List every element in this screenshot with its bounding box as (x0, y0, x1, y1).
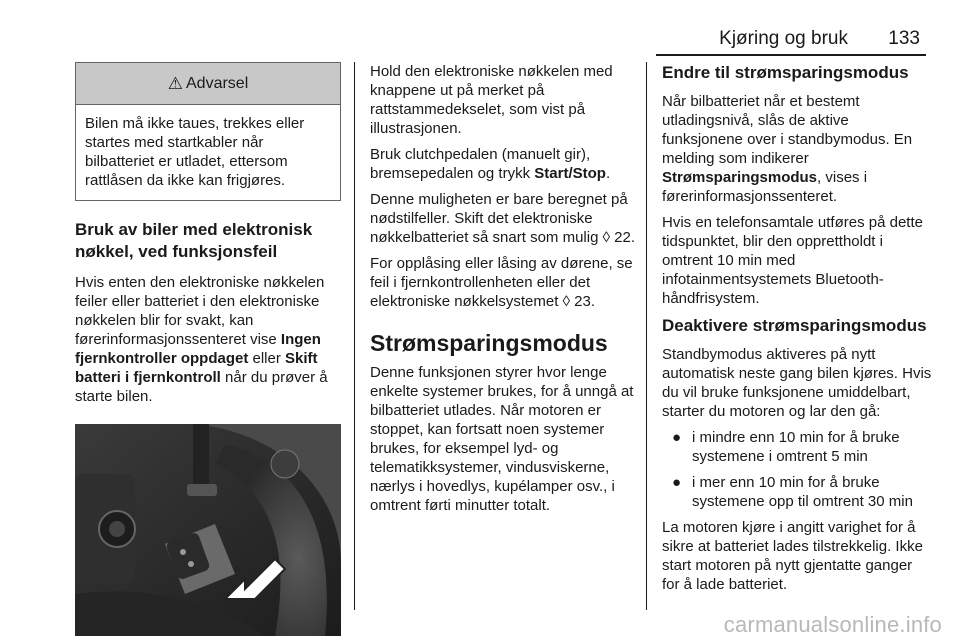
button-name-start-stop: Start/Stop (534, 165, 606, 182)
paragraph: For opplåsing eller låsing av dørene, se feil i fjernkontrollenheten eller det elektroniske nøkkelsystemet ◊ 23. (370, 255, 633, 310)
paragraph: Standbymodus aktiveres på nytt automatisk neste gang bilen kjøres. Hvis du vil bruke funksjonene umiddelbart, starter du motoren og lar den gå: (662, 346, 932, 420)
warning-text: Bilen må ikke taues, trekkes eller startes med startkabler når bilbatteriet er utladet, ettersom rattlåsen da ikke kan frigjøres. (85, 115, 305, 189)
text-run: Bruk clutchpedalen (manuelt gir), bremsepedalen og trykk (370, 146, 591, 182)
text-run: . (605, 165, 611, 182)
text-run: eller (248, 350, 286, 367)
warning-box (75, 62, 341, 201)
bullet-icon: ● (672, 429, 682, 446)
warning-header (76, 63, 340, 105)
paragraph: La motoren kjøre i angitt varighet for å sikre at batteriet lades tilstrekkelig. Ikke start motoren på nytt gjentatte ganger for å lade batteriet. (662, 519, 923, 593)
column-divider (646, 62, 647, 610)
subheading-deactivate-power-saving: Deaktivere strømsparingsmodus (662, 316, 927, 335)
paragraph (662, 92, 932, 206)
list-item (662, 428, 932, 466)
message-text: Skift batteri i fjernkontroll (75, 350, 318, 386)
section-heading-power-saving: Strømsparingsmodus (370, 330, 608, 356)
message-text: Strømsparingsmodus (662, 169, 818, 186)
illustration-steering-column (75, 424, 341, 636)
column-left (75, 62, 341, 636)
section-heading-electronic-key: Bruk av biler med elektronisk nøkkel, ved funksjonsfeil (75, 220, 313, 261)
paragraph: Denne muligheten er bare beregnet på nødstilfeller. Skift det elektroniske nøkkelbatteriet så snart som mulig ◊ 22. (370, 191, 636, 246)
text-run: Hvis enten den elektroniske nøkkelen feiler eller batteriet i den elektroniske nøkkelen blir for svakt, kan førerinformasjonssenteret vise (75, 274, 325, 348)
message-text: Ingen fjernkontroller oppdaget (75, 331, 321, 367)
text-run: Når bilbatteriet når et bestemt utladingsnivå, slås de aktive funksjonene over i standbymodus. En melding som indikerer (662, 93, 913, 167)
list-item (662, 473, 932, 511)
bullet-list (662, 428, 932, 511)
paragraph: Denne funksjonen styrer hvor lenge enkelte systemer brukes, for å unngå at bilbatteriet utlades. Når motoren er stoppet, kan fortsatt noen systemer brukes, for eksempel lyd- og telematikksystemer, vindusviskerne, nærlys i hovedlys, kupélamper osv., i omtrent førti minutter totalt. (370, 364, 634, 514)
list-item-text: i mindre enn 10 min for å bruke systemene i omtrent 5 min (692, 429, 900, 465)
warning-icon: ⚠ (167, 74, 183, 93)
header-title: Kjøring og bruk (719, 28, 848, 49)
page-header (0, 0, 960, 58)
watermark: carmanualsonline.info (723, 612, 942, 637)
page-number: 133 (888, 28, 920, 49)
paragraph (370, 145, 636, 183)
header-rule (656, 54, 926, 56)
column-divider (354, 62, 355, 610)
bullet-icon: ● (672, 474, 682, 491)
paragraph: Hold den elektroniske nøkkelen med knappene ut på merket på rattstammedekselet, som vist på illustrasjonen. (370, 63, 613, 137)
text-run: når du prøver å starte bilen. (75, 369, 328, 405)
paragraph (75, 273, 341, 406)
warning-title: Advarsel (186, 75, 249, 92)
column-right (662, 62, 932, 601)
text-run: , vises i førerinformasjonssenteret. (662, 169, 868, 205)
subheading-enter-power-saving: Endre til strømsparingsmodus (662, 63, 909, 82)
column-middle (370, 62, 636, 522)
list-item-text: i mer enn 10 min for å bruke systemene opp til omtrent 30 min (692, 474, 913, 510)
paragraph: Hvis en telefonsamtale utføres på dette tidspunktet, blir den opprettholdt i omtrent 10 min med infotainmentsystemets Bluetooth-håndfrisystem. (662, 214, 923, 307)
